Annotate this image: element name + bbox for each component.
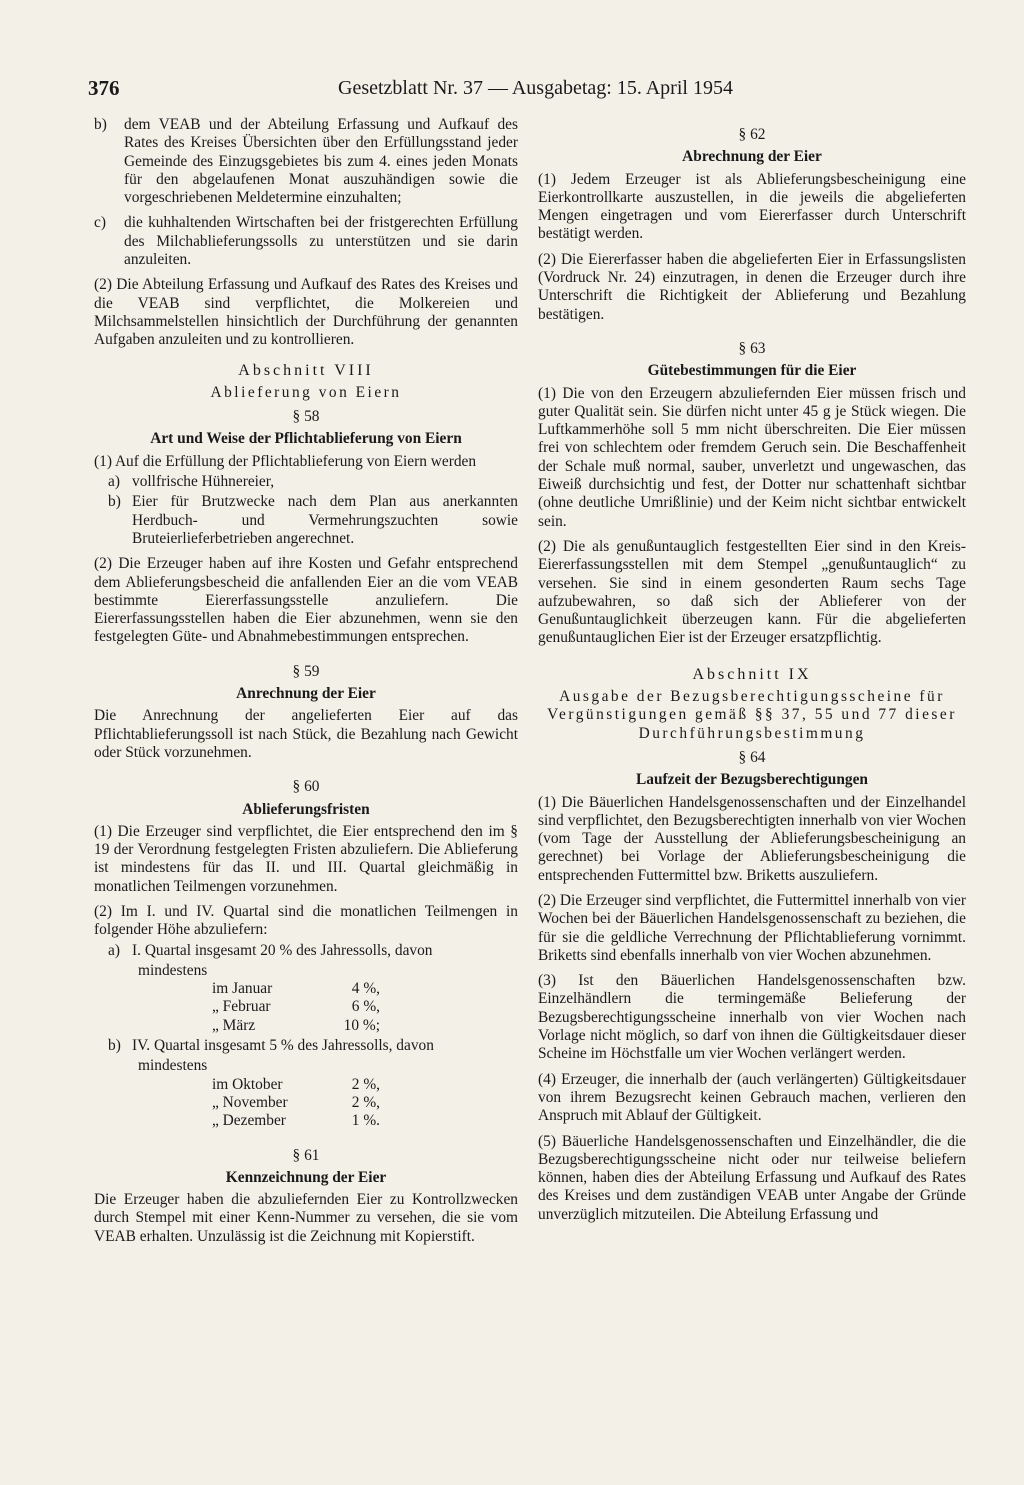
paragraph-number: § 61 <box>292 1146 320 1164</box>
item-text: mindestens <box>138 961 208 979</box>
table-row <box>212 980 380 998</box>
paragraph-heading: Abrechnung der Eier <box>682 148 822 166</box>
paragraph-heading: Laufzeit der Bezugsberechtigungen <box>636 771 868 789</box>
table-row <box>212 1076 380 1094</box>
item-text: IV. Quartal insgesamt 5 % des Jahressolls, davon <box>132 1037 434 1055</box>
paragraph-heading: Art und Weise der Pflichtablieferung von Eiern <box>150 430 462 448</box>
item-label: a) <box>108 941 120 959</box>
month-value: 2 %, <box>351 1075 380 1093</box>
header-title: Gesetzblatt Nr. 37 — Ausgabetag: 15. April 1954 <box>338 77 733 99</box>
section-heading: Abschnitt IX <box>692 665 812 683</box>
paragraph: (3) Ist den Bäuerlichen Handelsgenossenschaften bzw. Einzelhändlern die termingemäße Belieferung der Bezugsberechtigungsscheine innerhalb von vier Wochen nach Vorlage nicht möglich, so darf von ihnen die Gültigkeitsdauer dieser Scheine im Höchstfalle um vier Wochen verlängert werden. <box>538 972 966 1063</box>
month-value: 10 %; <box>343 1016 380 1034</box>
section-title: Ablieferung von Eiern <box>210 383 402 401</box>
months-table-a <box>212 980 380 1035</box>
table-row <box>212 998 380 1016</box>
left-column <box>94 116 518 1253</box>
month-value: 4 %, <box>351 980 380 998</box>
paragraph: (2) Im I. und IV. Quartal sind die monatlichen Teilmengen in folgender Höhe abzuliefern: <box>94 902 518 939</box>
paragraph: (2) Die als genußuntauglich festgestellten Eier sind in den Kreis-Eiererfassungsstellen mit dem Stempel „genußuntauglich“ zu versehen. Sie sind in einem gesonderten Raum sechs Tage aufzubewahren, so daß sich der Ablieferer von der Genußuntauglichkeit überzeugen kann. Für die abgelieferten genußuntauglichen Eier ist der Erzeuger ersatzpflichtig. <box>538 537 966 647</box>
page-header <box>88 74 954 102</box>
paragraph: (1) Die Erzeuger sind verpflichtet, die Eier entsprechend den im § 19 der Verordnung festgelegten Fristen abzuliefern. Die Ablieferung ist mindestens für das II. und III. Quartal gleichmäßig in monatlichen Teilmengen vorzunehmen. <box>94 822 518 895</box>
item-text: mindestens <box>138 1057 208 1075</box>
section-heading: Abschnitt VIII <box>238 361 374 379</box>
paragraph: (4) Erzeuger, die innerhalb der (auch verlängerten) Gültigkeitsdauer von ihrem Bezugsrecht keinen Gebrauch machen, verlieren den Anspruch mit Ablauf der Gültigkeit. <box>538 1070 966 1125</box>
item-text: vollfrische Hühnereier, <box>132 473 275 491</box>
month-value: 1 %. <box>351 1112 380 1130</box>
month-name: „ November <box>212 1093 288 1111</box>
paragraph-heading: Gütebestimmungen für die Eier <box>647 362 857 380</box>
item-text: Eier für Brutzwecke nach dem Plan aus anerkannten Herdbuch- und Vermehrungszuchten sowie Bruteierlieferbetrieben angerechnet. <box>132 493 518 547</box>
paragraph-heading: Ablieferungsfristen <box>242 800 370 818</box>
paragraph-heading: Anrechnung der Eier <box>236 685 376 703</box>
table-row <box>212 1112 380 1130</box>
paragraph: (1) Die von den Erzeugern abzuliefernden Eier müssen frisch und guter Qualität sein. Sie dürfen nicht unter 45 g je Stück wiegen. Die Luftkammerhöhe soll 5 mm nicht überschreiten. Die Eier müssen frei von schlechtem oder fremdem Geruch sein. Die Beschaffenheit der Schale muß normal, sauber, unverletzt und ungewaschen, das Eiweiß durchsichtig und fest, der Dotter nur schattenhaft sichtbar (ohne deutliche Umrißlinie) und der Keim nicht sichtbar entwickelt sein. <box>538 384 966 530</box>
section-title: Ausgabe der Bezugsberechtigungsscheine für Vergünstigungen gemäß §§ 37, 55 und 77 dieser Durchführungsbestimmung <box>547 688 957 742</box>
item-text: I. Quartal insgesamt 20 % des Jahressolls, davon <box>132 941 433 959</box>
paragraph-number: § 64 <box>738 748 766 766</box>
paragraph-number: § 60 <box>292 778 320 796</box>
paragraph: (1) Jedem Erzeuger ist als Ablieferungsbescheinigung eine Eierkontrollkarte auszustellen, in die jeweils die abgelieferten Mengen eingetragen und vom Eiererfasser durch Unterschrift bestätigt werden. <box>538 170 966 243</box>
paragraph-number: § 63 <box>738 339 766 357</box>
item-label: c) <box>94 214 106 232</box>
month-value: 6 %, <box>351 998 380 1016</box>
item-label: a) <box>108 473 120 491</box>
paragraph-number: § 59 <box>292 662 320 680</box>
paragraph: (1) Die Bäuerlichen Handelsgenossenschaften und der Einzelhandel sind verpflichtet, den Bezugsberechtigten innerhalb von vier Wochen (vom Tage der Ausstellung der Ablieferungsbescheinigung an gerechnet) bei Vorlage der Ablieferungsbescheinigung die entsprechenden Futtermittel bzw. Briketts auszuliefern. <box>538 793 966 884</box>
paragraph-heading: Kennzeichnung der Eier <box>225 1168 387 1186</box>
paragraph-number: § 58 <box>292 408 320 426</box>
table-row <box>212 1094 380 1112</box>
month-name: im Oktober <box>212 1075 283 1093</box>
paragraph: (2) Die Abteilung Erfassung und Aufkauf des Rates des Kreises und die VEAB sind verpflichtet, die Molkereien und Milchsammelstellen hinsichtlich der Durchführung der genannten Aufgaben anzuleiten und zu kontrollieren. <box>94 276 518 349</box>
page-number: 376 <box>88 76 120 100</box>
item-label: b) <box>108 1037 121 1055</box>
month-name: „ Februar <box>212 998 271 1016</box>
paragraph: (2) Die Eiererfasser haben die abgelieferten Eier in Erfassungslisten (Vordruck Nr. 24) einzutragen, in denen die Erzeuger durch ihre Unterschrift die Richtigkeit der Ablieferung und Bezahlung bestätigen. <box>538 250 966 323</box>
list-item <box>108 942 518 960</box>
item-label: b) <box>108 493 121 511</box>
list-item <box>94 116 518 207</box>
table-row <box>212 1017 380 1035</box>
month-name: „ Dezember <box>212 1112 286 1130</box>
paragraph: (2) Die Erzeuger haben auf ihre Kosten und Gefahr entsprechend dem Ablieferungsbescheid die anfallenden Eier an die vom VEAB bestimmte Eiererfassungsstelle anzuliefern. Die Eiererfassungsstellen haben die Eier abzunehmen, wenn sie den festgelegten Güte- und Abnahmebestimmungen entsprechen. <box>94 555 518 646</box>
month-value: 2 %, <box>351 1093 380 1111</box>
paragraph: (1) Auf die Erfüllung der Pflichtablieferung von Eiern werden <box>94 452 477 470</box>
list-item <box>108 493 518 548</box>
item-label: b) <box>94 116 107 133</box>
list-item <box>94 214 518 269</box>
item-text: die kuhhaltenden Wirtschaften bei der fristgerechten Erfüllung des Milchablieferungssolls zu unterstützen und sie darin anzuleiten. <box>124 214 518 269</box>
paragraph: Die Anrechnung der angelieferten Eier auf das Pflichtablieferungssoll ist nach Stück, die Bezahlung nach Gewicht oder Stück vorzunehmen. <box>94 707 518 761</box>
list-item <box>108 473 518 491</box>
paragraph: Die Erzeuger haben die abzuliefernden Eier zu Kontrollzwecken durch Stempel mit einer Kenn-Nummer zu versehen, die sie vom VEAB erhalten. Unzulässig ist die Zeichnung mit Kopierstift. <box>94 1191 518 1245</box>
months-table-b <box>212 1076 380 1131</box>
paragraph: (5) Bäuerliche Handelsgenossenschaften und Einzelhändler, die die Bezugsberechtigungsscheine nicht oder nur teilweise beliefern können, haben dies der Abteilung Erfassung und Aufkauf des Rates des Kreises und dem zuständigen VEAB unter Angabe der Gründe unverzüglich mitzuteilen. Die Abteilung Erfassung und <box>538 1132 966 1223</box>
list-item <box>108 1037 518 1055</box>
paragraph-number: § 62 <box>738 126 766 143</box>
paragraph: (2) Die Erzeuger sind verpflichtet, die Futtermittel innerhalb von vier Wochen bei der Bäuerlichen Handelsgenossenschaft zu beziehen, die für sie die geldliche Verrechnung der Pflichtablieferung vornimmt. Briketts sind ebenfalls innerhalb von vier Wochen abzunehmen. <box>538 891 966 964</box>
month-name: im Januar <box>212 980 273 998</box>
month-name: „ März <box>212 1016 256 1034</box>
item-text: dem VEAB und der Abteilung Erfassung und Aufkauf des Rates des Kreises Übersichten über den Erfüllungsstand jeder Gemeinde des Einzugsgebietes bis zum 4. eines jeden Monats für den abgelaufenen Monat auszuhändigen sowie die vorgeschriebenen Meldetermine einzuhalten; <box>124 116 518 207</box>
right-column <box>538 116 966 1231</box>
